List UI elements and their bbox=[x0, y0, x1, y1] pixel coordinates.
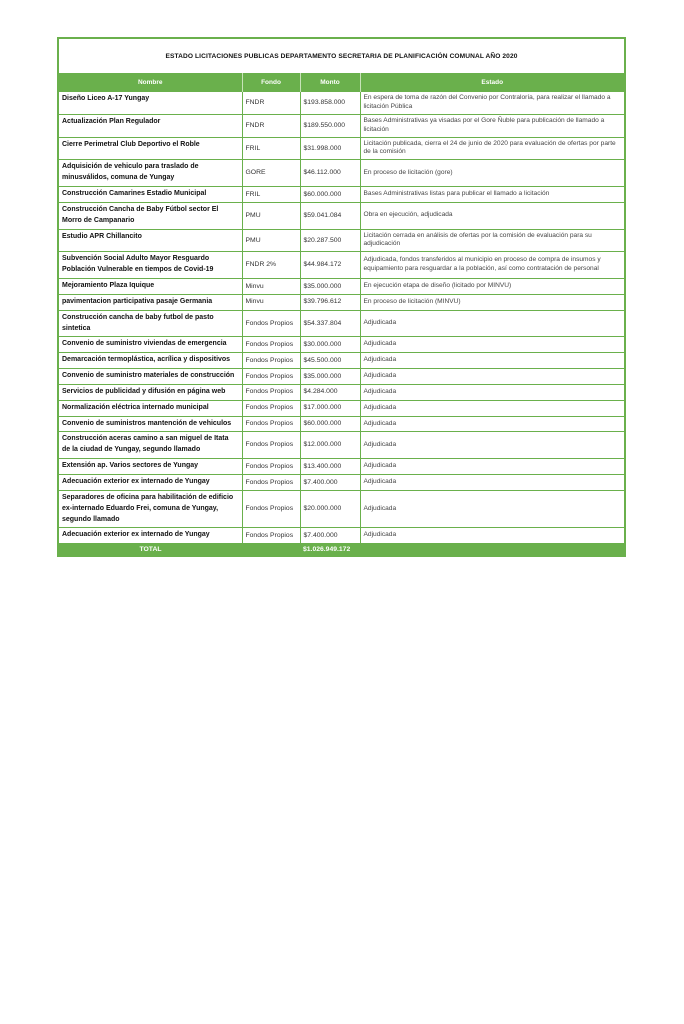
table-row bbox=[59, 252, 624, 279]
cell-fondo: PMU bbox=[242, 202, 300, 229]
table-row bbox=[59, 187, 624, 203]
cell-monto: $7.400.000 bbox=[300, 475, 360, 491]
cell-monto: $44.984.172 bbox=[300, 252, 360, 279]
header-nombre: Nombre bbox=[59, 73, 242, 92]
header-estado: Estado bbox=[360, 73, 624, 92]
cell-nombre: Normalización eléctrica internado municipal bbox=[59, 400, 242, 416]
cell-estado: Bases Administrativas listas para publicar el llamado a licitación bbox=[360, 187, 624, 203]
cell-monto: $7.400.000 bbox=[300, 528, 360, 543]
cell-monto: $20.287.500 bbox=[300, 229, 360, 252]
cell-nombre: Mejoramiento Plaza Iquique bbox=[59, 279, 242, 295]
cell-estado: Adjudicada bbox=[360, 416, 624, 432]
cell-monto: $13.400.000 bbox=[300, 459, 360, 475]
cell-fondo: FRIL bbox=[242, 137, 300, 160]
total-label: TOTAL bbox=[59, 543, 242, 555]
cell-nombre: Construcción Camarines Estadio Municipal bbox=[59, 187, 242, 203]
cell-estado: Adjudicada bbox=[360, 459, 624, 475]
table-row bbox=[59, 416, 624, 432]
cell-fondo: Fondos Propios bbox=[242, 459, 300, 475]
table-row bbox=[59, 114, 624, 137]
cell-estado: Adjudicada bbox=[360, 337, 624, 353]
cell-nombre: Subvención Social Adulto Mayor Resguardo Población Vulnerable en tiempos de Covid-19 bbox=[59, 252, 242, 279]
cell-nombre: Demarcación termoplástica, acrílica y dispositivos bbox=[59, 353, 242, 369]
cell-fondo: Fondos Propios bbox=[242, 337, 300, 353]
table-row bbox=[59, 432, 624, 459]
cell-monto: $46.112.000 bbox=[300, 160, 360, 187]
cell-estado: Licitación publicada, cierra el 24 de junio de 2020 para evaluación de ofertas por parte de la comisión bbox=[360, 137, 624, 160]
cell-nombre: Cierre Perimetral Club Deportivo el Roble bbox=[59, 137, 242, 160]
table-body bbox=[59, 92, 624, 544]
cell-fondo: Fondos Propios bbox=[242, 490, 300, 528]
table-row bbox=[59, 369, 624, 385]
cell-monto: $189.550.000 bbox=[300, 114, 360, 137]
cell-fondo: Fondos Propios bbox=[242, 384, 300, 400]
cell-nombre: Adecuación exterior ex internado de Yungay bbox=[59, 528, 242, 543]
table-row bbox=[59, 528, 624, 543]
cell-nombre: Convenio de suministro materiales de construcción bbox=[59, 369, 242, 385]
cell-estado: Adjudicada bbox=[360, 400, 624, 416]
cell-estado: Adjudicada bbox=[360, 432, 624, 459]
header-monto: Monto bbox=[300, 73, 360, 92]
cell-estado: En proceso de licitación (MINVU) bbox=[360, 294, 624, 310]
cell-nombre: Construcción Cancha de Baby Fútbol sector El Morro de Campanario bbox=[59, 202, 242, 229]
cell-monto: $39.796.612 bbox=[300, 294, 360, 310]
cell-fondo: Minvu bbox=[242, 294, 300, 310]
cell-estado: Adjudicada bbox=[360, 490, 624, 528]
cell-nombre: Convenio de suministros mantención de vehiculos bbox=[59, 416, 242, 432]
cell-estado: Adjudicada bbox=[360, 475, 624, 491]
cell-estado: Adjudicada bbox=[360, 369, 624, 385]
header-fondo: Fondo bbox=[242, 73, 300, 92]
cell-nombre: Actualización Plan Regulador bbox=[59, 114, 242, 137]
licitaciones-sheet bbox=[57, 37, 626, 557]
licitaciones-table bbox=[59, 73, 624, 555]
cell-fondo: FRIL bbox=[242, 187, 300, 203]
table-row bbox=[59, 459, 624, 475]
cell-estado: En proceso de licitación (gore) bbox=[360, 160, 624, 187]
cell-monto: $17.000.000 bbox=[300, 400, 360, 416]
cell-fondo: Fondos Propios bbox=[242, 310, 300, 337]
cell-monto: $12.000.000 bbox=[300, 432, 360, 459]
table-row bbox=[59, 384, 624, 400]
table-row bbox=[59, 279, 624, 295]
cell-nombre: Construcción cancha de baby futbol de pasto sintetica bbox=[59, 310, 242, 337]
cell-monto: $30.000.000 bbox=[300, 337, 360, 353]
total-value: $1.026.949.172 bbox=[300, 543, 360, 555]
total-row bbox=[59, 543, 624, 555]
cell-estado: Bases Administrativas ya visadas por el Gore Ñuble para publicación de llamado a licitación bbox=[360, 114, 624, 137]
cell-nombre: Separadores de oficina para habilitación de edificio ex-internado Eduardo Frei, comuna de Yungay, segundo llamado bbox=[59, 490, 242, 528]
cell-fondo: Fondos Propios bbox=[242, 432, 300, 459]
cell-estado: Obra en ejecución, adjudicada bbox=[360, 202, 624, 229]
cell-monto: $193.858.000 bbox=[300, 92, 360, 115]
cell-estado: Adjudicada bbox=[360, 353, 624, 369]
cell-fondo: Fondos Propios bbox=[242, 369, 300, 385]
cell-estado: Licitación cerrada en análisis de ofertas por la comisión de evaluación para su adjudicación bbox=[360, 229, 624, 252]
cell-monto: $59.041.084 bbox=[300, 202, 360, 229]
cell-monto: $45.500.000 bbox=[300, 353, 360, 369]
cell-estado: Adjudicada bbox=[360, 528, 624, 543]
table-row bbox=[59, 353, 624, 369]
cell-nombre: Estudio APR Chillancito bbox=[59, 229, 242, 252]
document-title: ESTADO LICITACIONES PUBLICAS DEPARTAMENTO SECRETARIA DE PLANIFICACIÓN COMUNAL AÑO 2020 bbox=[165, 52, 518, 60]
table-row bbox=[59, 490, 624, 528]
cell-monto: $35.000.000 bbox=[300, 369, 360, 385]
cell-nombre: Adecuación exterior ex internado de Yungay bbox=[59, 475, 242, 491]
table-row bbox=[59, 310, 624, 337]
cell-estado: Adjudicada bbox=[360, 310, 624, 337]
cell-fondo: Fondos Propios bbox=[242, 416, 300, 432]
table-header-row bbox=[59, 73, 624, 92]
cell-fondo: Fondos Propios bbox=[242, 353, 300, 369]
cell-monto: $31.998.000 bbox=[300, 137, 360, 160]
cell-nombre: Adquisición de vehiculo para traslado de minusválidos, comuna de Yungay bbox=[59, 160, 242, 187]
table-row bbox=[59, 229, 624, 252]
cell-fondo: Fondos Propios bbox=[242, 400, 300, 416]
cell-fondo: Minvu bbox=[242, 279, 300, 295]
cell-fondo: Fondos Propios bbox=[242, 475, 300, 491]
table-row bbox=[59, 294, 624, 310]
cell-estado: Adjudicada, fondos transferidos al municipio en proceso de compra de insumos y equipamiento para resguardar a la población, así como contratación de personal bbox=[360, 252, 624, 279]
cell-nombre: Extensión ap. Varios sectores de Yungay bbox=[59, 459, 242, 475]
cell-fondo: FNDR bbox=[242, 114, 300, 137]
cell-monto: $4.284.000 bbox=[300, 384, 360, 400]
table-row bbox=[59, 92, 624, 115]
cell-monto: $35.000.000 bbox=[300, 279, 360, 295]
cell-fondo: FNDR 2% bbox=[242, 252, 300, 279]
cell-estado: En ejecución etapa de diseño (licitado por MINVU) bbox=[360, 279, 624, 295]
cell-estado: En espera de toma de razón del Convenio por Contraloría, para realizar el llamado a licitación Pública bbox=[360, 92, 624, 115]
total-estado-empty bbox=[360, 543, 624, 555]
cell-fondo: PMU bbox=[242, 229, 300, 252]
cell-nombre: Diseño Liceo A-17 Yungay bbox=[59, 92, 242, 115]
cell-monto: $20.000.000 bbox=[300, 490, 360, 528]
cell-nombre: Convenio de suministro viviendas de emergencia bbox=[59, 337, 242, 353]
table-row bbox=[59, 475, 624, 491]
table-row bbox=[59, 160, 624, 187]
cell-estado: Adjudicada bbox=[360, 384, 624, 400]
cell-fondo: GORE bbox=[242, 160, 300, 187]
table-row bbox=[59, 337, 624, 353]
table-row bbox=[59, 202, 624, 229]
cell-monto: $60.000.000 bbox=[300, 187, 360, 203]
cell-nombre: Servicios de publicidad y difusión en página web bbox=[59, 384, 242, 400]
cell-monto: $60.000.000 bbox=[300, 416, 360, 432]
total-fondo-empty bbox=[242, 543, 300, 555]
cell-nombre: pavimentacion participativa pasaje Germania bbox=[59, 294, 242, 310]
cell-monto: $54.337.804 bbox=[300, 310, 360, 337]
cell-fondo: Fondos Propios bbox=[242, 528, 300, 543]
cell-fondo: FNDR bbox=[242, 92, 300, 115]
table-row bbox=[59, 137, 624, 160]
table-row bbox=[59, 400, 624, 416]
cell-nombre: Construcción aceras camino a san miguel de Itata de la ciudad de Yungay, segundo llamado bbox=[59, 432, 242, 459]
